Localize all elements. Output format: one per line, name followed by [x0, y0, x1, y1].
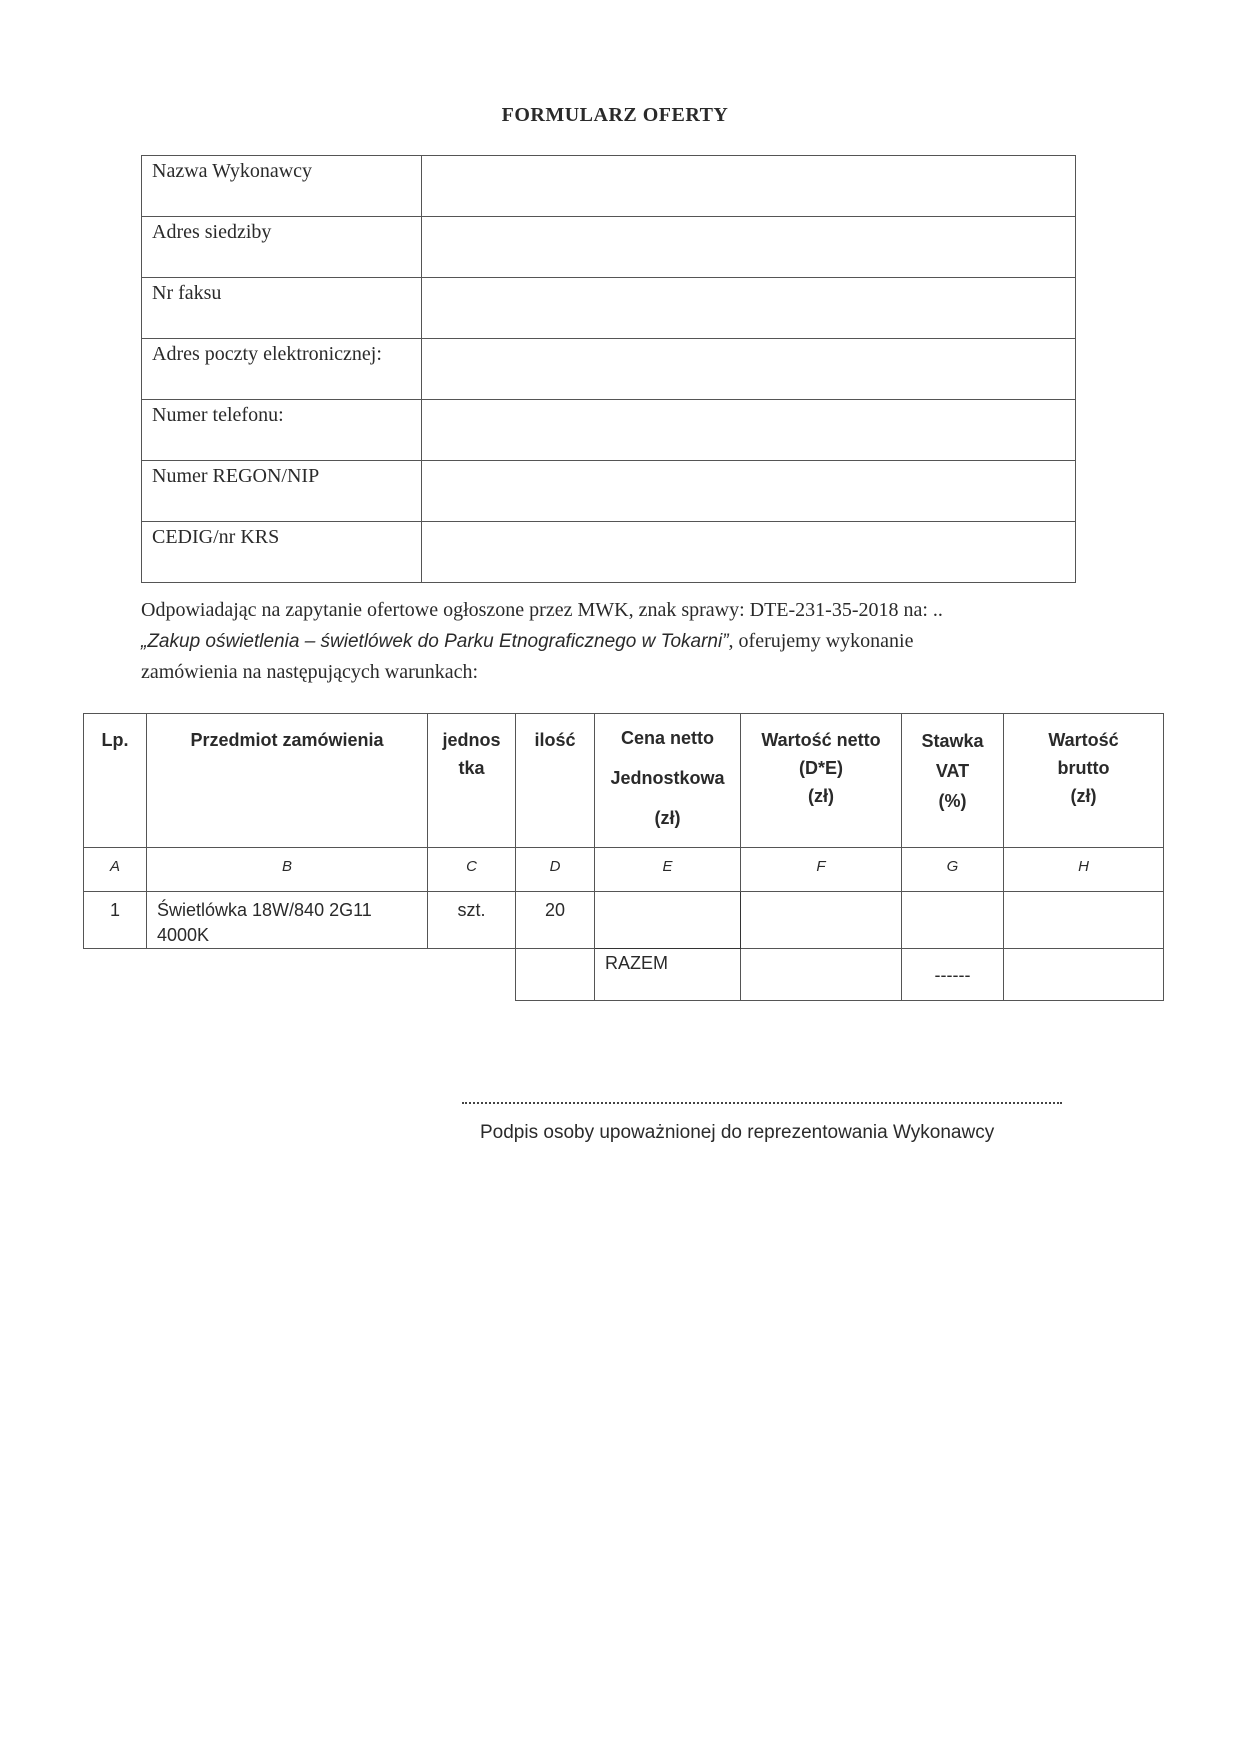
row-qty: 20	[516, 892, 595, 949]
info-label: Adres siedziby	[142, 217, 422, 278]
total-blank-cell	[516, 949, 595, 1001]
header-gross-line3: (zł)	[1070, 786, 1097, 806]
total-gross-field[interactable]	[1004, 949, 1164, 1001]
contractor-name-field[interactable]	[421, 156, 1075, 217]
info-row-fax	[142, 278, 1076, 339]
info-row-email	[142, 339, 1076, 400]
header-net-price-line2: Jednostkowa	[610, 768, 725, 788]
header-qty: ilość	[516, 714, 595, 848]
header-unit-line1: jednos	[442, 730, 501, 750]
info-label: Adres poczty elektronicznej:	[142, 339, 422, 400]
row-unit: szt.	[428, 892, 516, 949]
header-net-value-line2: (D*E)	[799, 758, 843, 778]
order-subject: „Zakup oświetlenia – świetlówek do Parku Etnograficznego w Tokarni”	[141, 631, 729, 652]
header-net-price-line3: (zł)	[654, 808, 681, 828]
contractor-info-table	[141, 155, 1076, 583]
header-lp: Lp.	[84, 714, 147, 848]
info-label: Numer REGON/NIP	[142, 461, 422, 522]
header-net-price	[595, 714, 741, 848]
intro-line-2	[141, 626, 1101, 657]
header-vat-line2: VAT	[935, 761, 970, 781]
info-label: Nr faksu	[142, 278, 422, 339]
column-letters-row	[84, 848, 1164, 892]
header-item: Przedmiot zamówienia	[147, 714, 428, 848]
row-item-line1: Świetlówka 18W/840 2G11	[157, 900, 372, 920]
column-letter: D	[516, 848, 595, 892]
column-letter: G	[902, 848, 1004, 892]
header-vat	[902, 714, 1004, 848]
cedig-krs-field[interactable]	[421, 522, 1075, 583]
header-gross-line2: brutto	[1057, 758, 1110, 778]
gross-field[interactable]	[1004, 892, 1164, 949]
info-row-name	[142, 156, 1076, 217]
intro-line-2-rest: , oferujemy wykonanie	[728, 630, 914, 652]
column-letter: A	[84, 848, 147, 892]
header-vat-line3: (%)	[938, 791, 967, 811]
contractor-address-field[interactable]	[421, 217, 1075, 278]
intro-line-3: zamówienia na następujących warunkach:	[141, 661, 479, 683]
column-letter: F	[741, 848, 902, 892]
signature-line[interactable]	[462, 1102, 1062, 1104]
info-label: Numer telefonu:	[142, 400, 422, 461]
intro-line-1: Odpowiadając na zapytanie ofertowe ogłoszone przez MWK, znak sprawy: DTE-231-35-2018 na: ..	[141, 599, 943, 621]
info-row-krs	[142, 522, 1076, 583]
signature-caption: Podpis osoby upoważnionej do reprezentowania Wykonawcy	[480, 1122, 995, 1143]
header-net-value	[741, 714, 902, 848]
table-row	[84, 892, 1164, 949]
header-net-value-line1: Wartość netto	[761, 730, 881, 750]
regon-nip-field[interactable]	[421, 461, 1075, 522]
vat-field[interactable]	[902, 892, 1004, 949]
document-title: FORMULARZ OFERTY	[501, 104, 729, 126]
header-unit-line2: tka	[458, 758, 485, 778]
net-price-field[interactable]	[595, 892, 741, 949]
column-letter: B	[147, 848, 428, 892]
header-unit	[428, 714, 516, 848]
info-row-regon	[142, 461, 1076, 522]
column-letter: C	[428, 848, 516, 892]
column-letter: H	[1004, 848, 1164, 892]
header-net-value-line3: (zł)	[808, 786, 834, 806]
total-row	[84, 949, 1164, 1001]
order-header-row	[84, 714, 1164, 848]
info-row-address	[142, 217, 1076, 278]
column-letter: E	[595, 848, 741, 892]
empty-cell	[428, 949, 516, 1001]
order-table	[83, 713, 1164, 1001]
empty-cell	[84, 949, 147, 1001]
header-vat-line1: Stawka	[921, 731, 984, 751]
total-label: RAZEM	[595, 949, 741, 1001]
header-gross	[1004, 714, 1164, 848]
header-net-price-line1: Cena netto	[620, 728, 714, 748]
header-gross-line1: Wartość	[1048, 730, 1119, 750]
info-label: CEDIG/nr KRS	[142, 522, 422, 583]
net-value-field[interactable]	[741, 892, 902, 949]
email-field[interactable]	[421, 339, 1075, 400]
info-label: Nazwa Wykonawcy	[142, 156, 422, 217]
row-lp: 1	[84, 892, 147, 949]
row-item-line2: 4000K	[157, 925, 210, 945]
total-vat-placeholder: ------	[902, 949, 1004, 1001]
intro-paragraph	[141, 595, 1101, 688]
total-net-value-field[interactable]	[741, 949, 902, 1001]
empty-cell	[147, 949, 428, 1001]
info-row-phone	[142, 400, 1076, 461]
fax-field[interactable]	[421, 278, 1075, 339]
row-item	[147, 892, 428, 949]
phone-field[interactable]	[421, 400, 1075, 461]
